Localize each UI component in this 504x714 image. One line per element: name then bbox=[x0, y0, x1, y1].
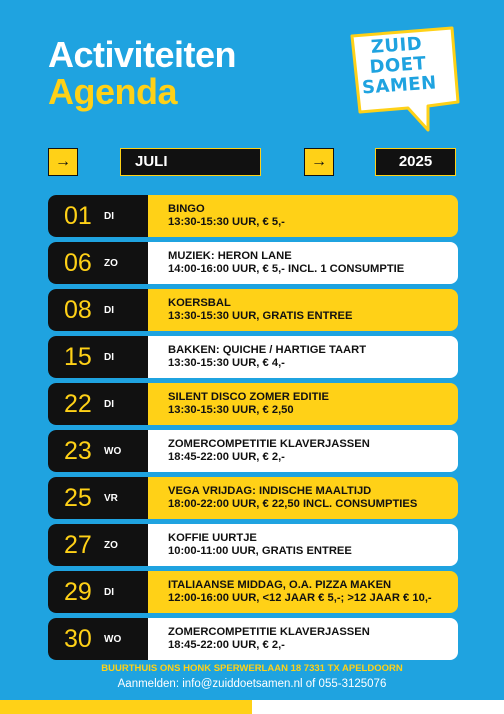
event-info bbox=[148, 430, 458, 472]
event-details: 14:00-16:00 UUR, € 5,- INCL. 1 CONSUMPTIE bbox=[168, 263, 405, 275]
event-date bbox=[48, 618, 148, 660]
event-info bbox=[148, 571, 458, 613]
bottom-bar-yellow bbox=[0, 700, 252, 714]
event-weekday: WO bbox=[104, 633, 122, 645]
event-day: 27 bbox=[64, 531, 92, 559]
bottom-bar-white bbox=[252, 700, 504, 714]
event-date bbox=[48, 336, 148, 378]
logo-line1: ZUID bbox=[370, 33, 423, 58]
logo-line2: DOET bbox=[368, 53, 428, 78]
event-row bbox=[48, 430, 458, 472]
event-info bbox=[148, 195, 458, 237]
event-day: 08 bbox=[64, 296, 92, 324]
event-list bbox=[48, 195, 458, 665]
event-row bbox=[48, 195, 458, 237]
event-title: BAKKEN: QUICHE / HARTIGE TAART bbox=[168, 344, 367, 356]
event-row bbox=[48, 242, 458, 284]
event-weekday: DI bbox=[104, 351, 114, 363]
event-details: 12:00-16:00 UUR, <12 JAAR € 5,-; >12 JAAR € 10,- bbox=[168, 592, 432, 604]
event-day: 22 bbox=[64, 390, 92, 418]
year-label: 2025 bbox=[398, 153, 433, 170]
event-row bbox=[48, 618, 458, 660]
event-row bbox=[48, 571, 458, 613]
event-date bbox=[48, 242, 148, 284]
event-weekday: DI bbox=[104, 304, 114, 316]
event-date bbox=[48, 477, 148, 519]
logo-text bbox=[346, 33, 450, 100]
event-day: 30 bbox=[64, 625, 92, 653]
previous-month-button[interactable] bbox=[48, 148, 78, 176]
event-details: 18:00-22:00 UUR, € 22,50 INCL. CONSUMPTIES bbox=[168, 498, 418, 510]
footer-contact: Aanmelden: info@zuiddoetsamen.nl of 055-3125076 bbox=[117, 678, 387, 690]
event-details: 13:30-15:30 UUR, € 4,- bbox=[168, 357, 285, 369]
event-title: KOFFIE UURTJE bbox=[168, 532, 257, 544]
event-title: KOERSBAL bbox=[168, 297, 231, 309]
event-weekday: WO bbox=[104, 445, 122, 457]
event-info bbox=[148, 477, 458, 519]
event-date bbox=[48, 524, 148, 566]
event-weekday: ZO bbox=[104, 257, 118, 269]
month-label: JULI bbox=[135, 153, 168, 170]
event-date bbox=[48, 289, 148, 331]
page-title-line2: Agenda bbox=[48, 71, 178, 112]
event-info bbox=[148, 242, 458, 284]
event-day: 01 bbox=[64, 202, 92, 230]
event-row bbox=[48, 477, 458, 519]
month-display bbox=[120, 148, 261, 176]
arrow-right-icon: → bbox=[311, 153, 327, 170]
event-info bbox=[148, 383, 458, 425]
event-row bbox=[48, 383, 458, 425]
event-date bbox=[48, 430, 148, 472]
zuid-doet-samen-logo bbox=[348, 26, 460, 134]
event-date bbox=[48, 195, 148, 237]
event-details: 18:45-22:00 UUR, € 2,- bbox=[168, 451, 285, 463]
next-month-button[interactable] bbox=[304, 148, 334, 176]
event-weekday: DI bbox=[104, 398, 114, 410]
event-title: ZOMERCOMPETITIE KLAVERJASSEN bbox=[168, 626, 370, 638]
event-row bbox=[48, 336, 458, 378]
event-details: 13:30-15:30 UUR, € 5,- bbox=[168, 216, 285, 228]
event-weekday: ZO bbox=[104, 539, 118, 551]
event-weekday: DI bbox=[104, 586, 114, 598]
event-date bbox=[48, 571, 148, 613]
event-title: ITALIAANSE MIDDAG, O.A. PIZZA MAKEN bbox=[168, 579, 392, 591]
event-info bbox=[148, 336, 458, 378]
event-title: VEGA VRIJDAG: INDISCHE MAALTIJD bbox=[168, 485, 372, 497]
footer-address: BUURTHUIS ONS HONK SPERWERLAAN 18 7331 TX APELDOORN bbox=[101, 663, 403, 674]
event-info bbox=[148, 524, 458, 566]
arrow-right-icon: → bbox=[55, 153, 71, 170]
event-weekday: VR bbox=[104, 492, 118, 504]
event-day: 06 bbox=[64, 249, 92, 277]
event-day: 23 bbox=[64, 437, 92, 465]
event-details: 13:30-15:30 UUR, € 2,50 bbox=[168, 404, 294, 416]
event-day: 29 bbox=[64, 578, 92, 606]
event-details: 13:30-15:30 UUR, GRATIS ENTREE bbox=[168, 310, 353, 322]
event-day: 15 bbox=[64, 343, 92, 371]
event-row bbox=[48, 289, 458, 331]
event-title: MUZIEK: HERON LANE bbox=[168, 250, 292, 262]
event-details: 18:45-22:00 UUR, € 2,- bbox=[168, 639, 285, 651]
event-title: SILENT DISCO ZOMER EDITIE bbox=[168, 391, 329, 403]
logo-line3: SAMEN bbox=[361, 72, 438, 99]
event-weekday: DI bbox=[104, 210, 114, 222]
event-info bbox=[148, 289, 458, 331]
event-title: BINGO bbox=[168, 203, 205, 215]
event-row bbox=[48, 524, 458, 566]
event-info bbox=[148, 618, 458, 660]
event-day: 25 bbox=[64, 484, 92, 512]
event-date bbox=[48, 383, 148, 425]
event-title: ZOMERCOMPETITIE KLAVERJASSEN bbox=[168, 438, 370, 450]
event-details: 10:00-11:00 UUR, GRATIS ENTREE bbox=[168, 545, 352, 557]
page-title-line1: Activiteiten bbox=[48, 34, 237, 75]
year-display bbox=[375, 148, 456, 176]
